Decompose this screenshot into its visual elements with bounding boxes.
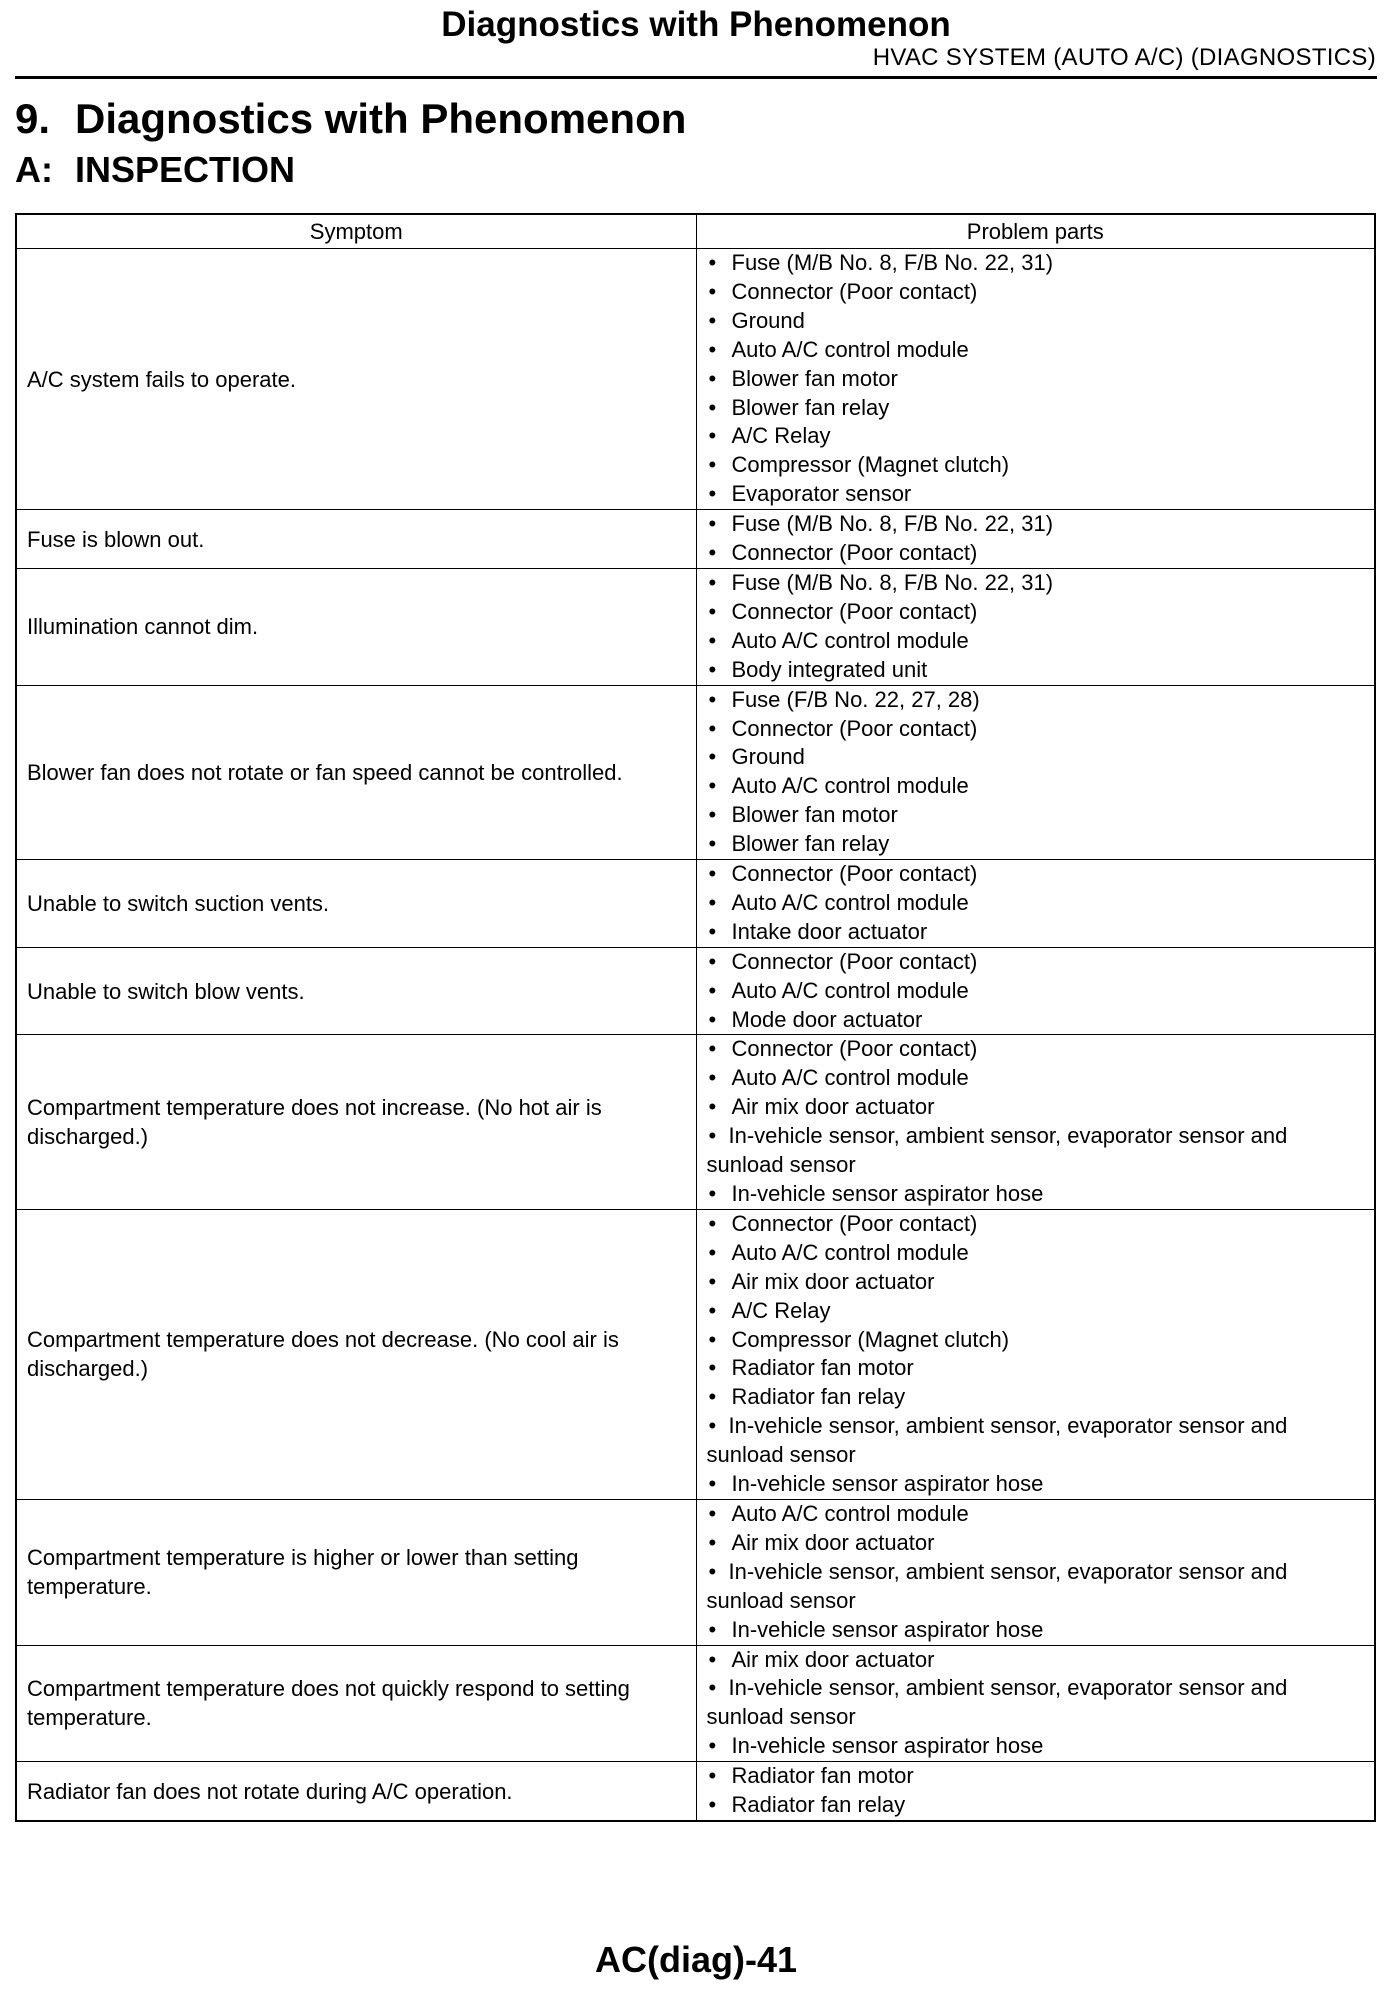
problem-part-text: In-vehicle sensor aspirator hose xyxy=(731,1471,1044,1497)
problem-parts-cell xyxy=(696,1762,1375,1821)
table-body xyxy=(16,249,1375,1821)
problem-part-text: Auto A/C control module xyxy=(731,336,969,362)
list-item xyxy=(707,715,1365,744)
list-item xyxy=(707,656,1365,685)
bullet-icon: • xyxy=(708,1094,717,1120)
bullet-icon: • xyxy=(708,773,717,799)
list-item xyxy=(707,1268,1365,1297)
list-item xyxy=(707,598,1365,627)
problem-part-text: Mode door actuator xyxy=(731,1006,923,1032)
bullet-icon: • xyxy=(708,1646,717,1672)
bullet-icon: • xyxy=(708,1355,717,1381)
list-item xyxy=(707,889,1365,918)
list-item xyxy=(707,1791,1365,1820)
list-item xyxy=(707,1180,1365,1209)
problem-part-text: Connector (Poor contact) xyxy=(731,598,978,624)
problem-parts-cell xyxy=(696,568,1375,685)
problem-part-text: Radiator fan relay xyxy=(731,1384,906,1410)
list-item xyxy=(707,1035,1365,1064)
list-item xyxy=(707,1122,1365,1180)
running-header-subtitle: HVAC SYSTEM (AUTO A/C) (DIAGNOSTICS) xyxy=(872,44,1376,71)
bullet-icon: • xyxy=(708,394,717,420)
list-item xyxy=(707,1529,1365,1558)
table-row xyxy=(16,1035,1375,1209)
bullet-icon: • xyxy=(708,1326,717,1352)
problem-part-text: Blower fan relay xyxy=(731,394,890,420)
problem-parts-cell xyxy=(696,860,1375,948)
bullet-icon: • xyxy=(708,1210,717,1236)
list-item xyxy=(707,948,1365,977)
list-item xyxy=(707,451,1365,480)
symptom-cell: Compartment temperature does not increase. (No hot air is discharged.) xyxy=(16,1035,696,1209)
symptom-cell: Compartment temperature is higher or lower than setting temperature. xyxy=(16,1499,696,1645)
list-item xyxy=(707,510,1365,539)
table-row xyxy=(16,947,1375,1035)
problem-parts-list xyxy=(707,686,1365,859)
list-item xyxy=(707,860,1365,889)
list-item xyxy=(707,1093,1365,1122)
list-item xyxy=(707,918,1365,947)
subsection-heading xyxy=(15,148,295,192)
list-item xyxy=(707,1762,1365,1791)
problem-part-text: Blower fan motor xyxy=(731,802,898,828)
problem-part-text: In-vehicle sensor, ambient sensor, evaporator sensor and sunload sensor xyxy=(706,1675,1288,1730)
table-row xyxy=(16,1499,1375,1645)
list-item xyxy=(707,278,1365,307)
table-row xyxy=(16,860,1375,948)
bullet-icon: • xyxy=(708,1239,717,1265)
problem-parts-list xyxy=(707,948,1365,1035)
bullet-icon: • xyxy=(708,1123,717,1149)
list-item xyxy=(707,1732,1365,1761)
list-item xyxy=(707,539,1365,568)
bullet-icon: • xyxy=(708,307,717,333)
problem-part-text: Auto A/C control module xyxy=(731,773,969,799)
problem-parts-cell xyxy=(696,249,1375,510)
bullet-icon: • xyxy=(708,452,717,478)
problem-parts-cell xyxy=(696,947,1375,1035)
problem-part-text: Evaporator sensor xyxy=(731,481,912,507)
problem-part-text: Body integrated unit xyxy=(731,656,928,682)
section-number: 9. xyxy=(15,95,51,142)
problem-part-text: Ground xyxy=(731,744,805,770)
problem-part-text: A/C Relay xyxy=(731,423,831,449)
symptom-cell: A/C system fails to operate. xyxy=(16,249,696,510)
problem-part-text: Connector (Poor contact) xyxy=(731,1210,978,1236)
list-item xyxy=(707,480,1365,509)
bullet-icon: • xyxy=(708,540,717,566)
problem-part-text: Auto A/C control module xyxy=(731,1500,969,1526)
header-rule xyxy=(15,76,1377,79)
bullet-icon: • xyxy=(708,1065,717,1091)
list-item xyxy=(707,1674,1365,1732)
problem-part-text: Blower fan relay xyxy=(731,831,890,857)
symptom-cell: Illumination cannot dim. xyxy=(16,568,696,685)
list-item xyxy=(707,1239,1365,1268)
problem-parts-list xyxy=(707,1210,1365,1499)
bullet-icon: • xyxy=(708,861,717,887)
table-row xyxy=(16,1209,1375,1499)
problem-parts-list xyxy=(707,1762,1365,1820)
bullet-icon: • xyxy=(708,1297,717,1323)
problem-parts-list xyxy=(707,1646,1365,1762)
section-heading xyxy=(15,94,686,144)
bullet-icon: • xyxy=(708,1413,717,1439)
subsection-title: INSPECTION xyxy=(75,149,296,190)
problem-part-text: In-vehicle sensor aspirator hose xyxy=(731,1733,1044,1759)
list-item xyxy=(707,1354,1365,1383)
bullet-icon: • xyxy=(708,918,717,944)
bullet-icon: • xyxy=(708,511,717,537)
bullet-icon: • xyxy=(708,278,717,304)
table-row xyxy=(16,685,1375,859)
problem-part-text: Air mix door actuator xyxy=(731,1094,935,1120)
problem-parts-list xyxy=(707,860,1365,947)
bullet-icon: • xyxy=(708,1036,717,1062)
column-header-problem-parts: Problem parts xyxy=(696,214,1375,249)
list-item xyxy=(707,1558,1365,1616)
problem-part-text: Auto A/C control module xyxy=(731,977,969,1003)
bullet-icon: • xyxy=(708,1616,717,1642)
problem-part-text: Connector (Poor contact) xyxy=(731,1036,978,1062)
bullet-icon: • xyxy=(708,1763,717,1789)
bullet-icon: • xyxy=(708,1558,717,1584)
bullet-icon: • xyxy=(708,831,717,857)
section-title: Diagnostics with Phenomenon xyxy=(75,95,687,142)
bullet-icon: • xyxy=(708,627,717,653)
running-header-title: Diagnostics with Phenomenon xyxy=(441,5,951,44)
problem-part-text: In-vehicle sensor aspirator hose xyxy=(731,1181,1044,1206)
problem-part-text: Fuse (M/B No. 8, F/B No. 22, 31) xyxy=(731,250,1054,275)
problem-parts-list xyxy=(707,569,1365,685)
bullet-icon: • xyxy=(708,1529,717,1555)
list-item xyxy=(707,1006,1365,1035)
bullet-icon: • xyxy=(708,686,717,712)
problem-part-text: Connector (Poor contact) xyxy=(731,540,978,566)
list-item xyxy=(707,686,1365,715)
problem-part-text: Blower fan motor xyxy=(731,365,898,391)
table-row xyxy=(16,568,1375,685)
table-row xyxy=(16,1645,1375,1762)
symptom-cell: Radiator fan does not rotate during A/C operation. xyxy=(16,1762,696,1821)
bullet-icon: • xyxy=(708,1733,717,1759)
list-item xyxy=(707,1210,1365,1239)
list-item xyxy=(707,1470,1365,1499)
bullet-icon: • xyxy=(708,1006,717,1032)
bullet-icon: • xyxy=(708,1384,717,1410)
problem-part-text: Air mix door actuator xyxy=(731,1646,935,1672)
list-item xyxy=(707,422,1365,451)
problem-part-text: Auto A/C control module xyxy=(731,1065,969,1091)
list-item xyxy=(707,977,1365,1006)
table-header-row xyxy=(16,214,1375,249)
list-item xyxy=(707,1412,1365,1470)
list-item xyxy=(707,1326,1365,1355)
problem-part-text: Ground xyxy=(731,307,805,333)
list-item xyxy=(707,743,1365,772)
list-item xyxy=(707,1383,1365,1412)
problem-parts-cell xyxy=(696,685,1375,859)
bullet-icon: • xyxy=(708,1500,717,1526)
symptom-cell: Unable to switch suction vents. xyxy=(16,860,696,948)
list-item xyxy=(707,1064,1365,1093)
list-item xyxy=(707,1646,1365,1675)
list-item xyxy=(707,830,1365,859)
list-item xyxy=(707,772,1365,801)
problem-part-text: Radiator fan motor xyxy=(731,1355,914,1381)
bullet-icon: • xyxy=(708,948,717,974)
bullet-icon: • xyxy=(708,598,717,624)
list-item xyxy=(707,569,1365,598)
problem-part-text: Radiator fan relay xyxy=(731,1792,906,1818)
bullet-icon: • xyxy=(708,365,717,391)
bullet-icon: • xyxy=(708,889,717,915)
bullet-icon: • xyxy=(708,802,717,828)
inspection-table xyxy=(15,213,1376,1822)
bullet-icon: • xyxy=(708,715,717,741)
list-item xyxy=(707,249,1365,278)
list-item xyxy=(707,801,1365,830)
problem-part-text: Radiator fan motor xyxy=(731,1763,914,1789)
table-row xyxy=(16,249,1375,510)
page-number: AC(diag)-41 xyxy=(594,1939,797,1980)
problem-parts-cell xyxy=(696,510,1375,569)
problem-part-text: Intake door actuator xyxy=(731,918,928,944)
bullet-icon: • xyxy=(708,1181,717,1206)
problem-part-text: Fuse (F/B No. 22, 27, 28) xyxy=(731,686,980,712)
list-item xyxy=(707,336,1365,365)
problem-part-text: Auto A/C control module xyxy=(731,889,969,915)
bullet-icon: • xyxy=(708,977,717,1003)
problem-part-text: Fuse (M/B No. 8, F/B No. 22, 31) xyxy=(731,511,1054,537)
symptom-cell: Blower fan does not rotate or fan speed cannot be controlled. xyxy=(16,685,696,859)
problem-part-text: In-vehicle sensor, ambient sensor, evaporator sensor and sunload sensor xyxy=(706,1413,1288,1468)
problem-parts-cell xyxy=(696,1499,1375,1645)
problem-parts-list xyxy=(707,1035,1365,1208)
bullet-icon: • xyxy=(708,656,717,682)
bullet-icon: • xyxy=(708,481,717,507)
subsection-label: A: xyxy=(15,149,53,190)
list-item xyxy=(707,1616,1365,1645)
bullet-icon: • xyxy=(708,569,717,595)
symptom-cell: Unable to switch blow vents. xyxy=(16,947,696,1035)
list-item xyxy=(707,394,1365,423)
problem-parts-cell xyxy=(696,1209,1375,1499)
column-header-symptom: Symptom xyxy=(16,214,696,249)
problem-parts-cell xyxy=(696,1645,1375,1762)
problem-part-text: Connector (Poor contact) xyxy=(731,861,978,887)
problem-part-text: Connector (Poor contact) xyxy=(731,278,978,304)
problem-part-text: Auto A/C control module xyxy=(731,627,969,653)
bullet-icon: • xyxy=(708,1268,717,1294)
problem-part-text: A/C Relay xyxy=(731,1297,831,1323)
bullet-icon: • xyxy=(708,250,717,275)
table-row xyxy=(16,1762,1375,1821)
problem-part-text: Fuse (M/B No. 8, F/B No. 22, 31) xyxy=(731,569,1054,595)
problem-part-text: In-vehicle sensor, ambient sensor, evaporator sensor and sunload sensor xyxy=(706,1123,1288,1178)
problem-part-text: Air mix door actuator xyxy=(731,1529,935,1555)
bullet-icon: • xyxy=(708,423,717,449)
bullet-icon: • xyxy=(708,336,717,362)
bullet-icon: • xyxy=(708,744,717,770)
problem-part-text: In-vehicle sensor, ambient sensor, evaporator sensor and sunload sensor xyxy=(706,1558,1288,1613)
problem-parts-list xyxy=(707,510,1365,568)
problem-part-text: Auto A/C control module xyxy=(731,1239,969,1265)
list-item xyxy=(707,307,1365,336)
symptom-cell: Compartment temperature does not quickly respond to setting temperature. xyxy=(16,1645,696,1762)
problem-parts-cell xyxy=(696,1035,1375,1209)
problem-part-text: Compressor (Magnet clutch) xyxy=(731,1326,1010,1352)
bullet-icon: • xyxy=(708,1792,717,1818)
problem-part-text: Connector (Poor contact) xyxy=(731,948,978,974)
bullet-icon: • xyxy=(708,1675,717,1701)
symptom-cell: Compartment temperature does not decrease. (No cool air is discharged.) xyxy=(16,1209,696,1499)
list-item xyxy=(707,1297,1365,1326)
list-item xyxy=(707,627,1365,656)
problem-part-text: Connector (Poor contact) xyxy=(731,715,978,741)
list-item xyxy=(707,365,1365,394)
list-item xyxy=(707,1500,1365,1529)
problem-parts-list xyxy=(707,249,1365,509)
problem-part-text: Compressor (Magnet clutch) xyxy=(731,452,1010,478)
bullet-icon: • xyxy=(708,1471,717,1497)
symptom-cell: Fuse is blown out. xyxy=(16,510,696,569)
problem-parts-list xyxy=(707,1500,1365,1645)
problem-part-text: Air mix door actuator xyxy=(731,1268,935,1294)
table-row xyxy=(16,510,1375,569)
problem-part-text: In-vehicle sensor aspirator hose xyxy=(731,1616,1044,1642)
